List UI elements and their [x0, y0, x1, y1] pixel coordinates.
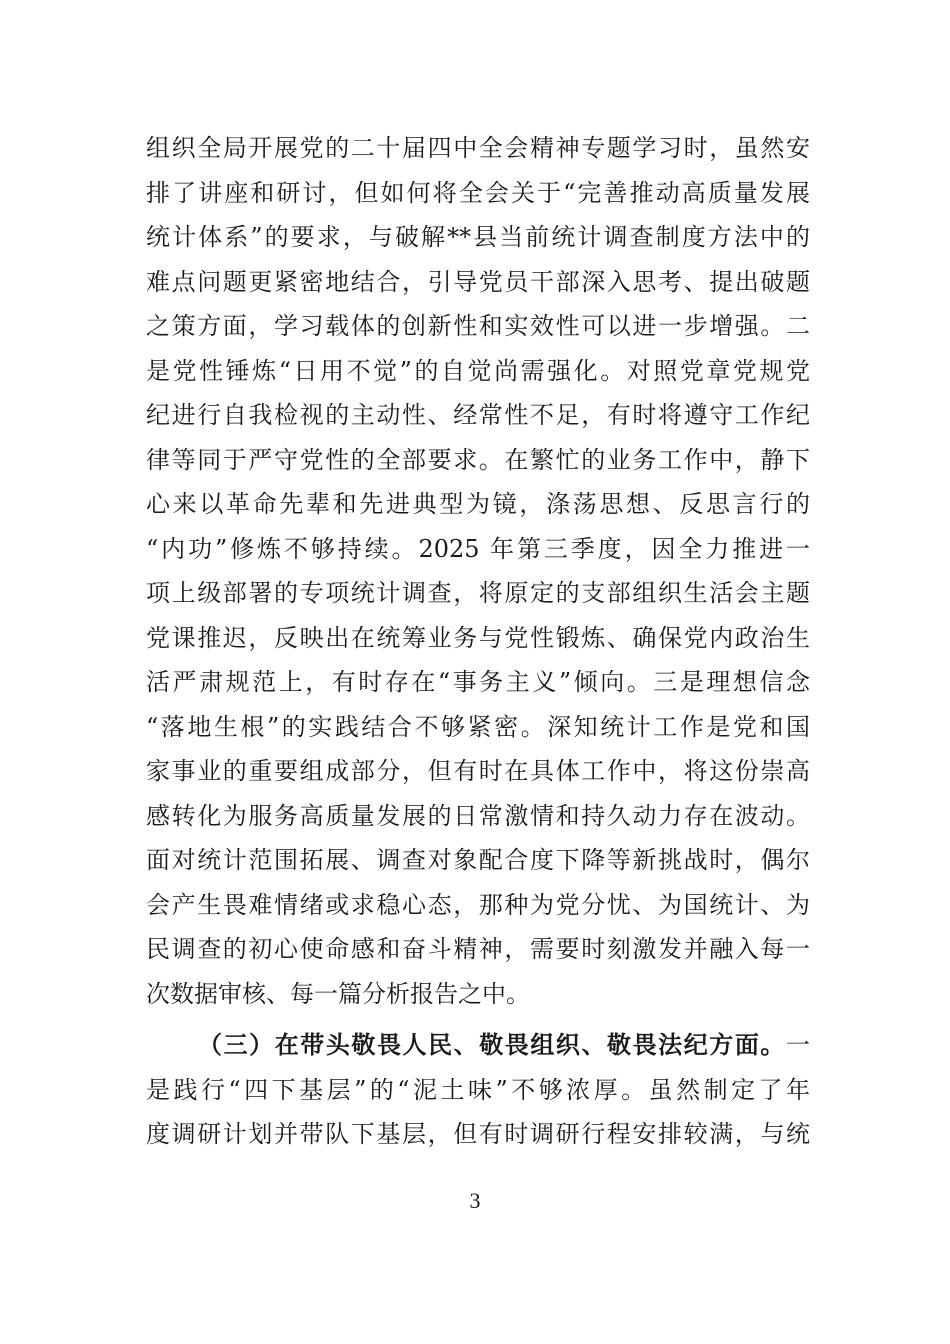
text-line: 项上级部署的专项统计调查，将原定的支部组织生活会主题: [146, 579, 810, 607]
text-line: 组织全局开展党的二十届四中全会精神专题学习时，虽然安: [146, 134, 810, 162]
paragraph-reverence: [146, 1023, 810, 1157]
text-line: 是践行“四下基层”的“泥土味”不够浓厚。虽然制定了年: [146, 1075, 810, 1104]
text-line: 统计体系”的要求，与破解**县当前统计调查制度方法中的: [146, 223, 810, 251]
text-line: “内功”修炼不够持续。2025 年第三季度，因全力推进一: [146, 534, 810, 563]
text-line: 感转化为服务高质量发展的日常激情和持久动力存在波动。: [146, 801, 810, 830]
text-line: 会产生畏难情绪或求稳心态，那种为党分忧、为国统计、为: [146, 890, 810, 919]
text-line: 是党性锤炼“日用不觉”的自觉尚需强化。对照党章党规党: [146, 356, 810, 385]
text-line: 活严肃规范上，有时存在“事务主义”倾向。三是理想信念: [146, 668, 810, 696]
text-line: 排了讲座和研讨，但如何将全会关于“完善推动高质量发展: [146, 178, 810, 207]
document-body: [146, 126, 810, 1157]
paragraph-party-spirit: [146, 126, 810, 1016]
text-line: 面对统计范围拓展、调查对象配合度下降等新挑战时，偶尔: [146, 846, 810, 874]
page-number: 3: [469, 1188, 481, 1213]
text-line: 民调查的初心使命感和奋斗精神，需要时刻激发并融入每一: [146, 935, 810, 963]
text-line: 家事业的重要组成部分，但有时在具体工作中，将这份崇高: [146, 757, 810, 785]
section-heading: （三）在带头敬畏人民、敬畏组织、敬畏法纪方面。: [198, 1030, 786, 1059]
text-line: 心来以革命先辈和先进典型为镜，涤荡思想、反思言行的: [146, 490, 810, 518]
paragraph-spacer: [146, 1016, 810, 1023]
text-line: 之策方面，学习载体的创新性和实效性可以进一步增强。二: [146, 312, 810, 340]
text-line: 律等同于严守党性的全部要求。在繁忙的业务工作中，静下: [146, 445, 810, 474]
text-line: 度调研计划并带队下基层，但有时调研行程安排较满，与统: [146, 1120, 810, 1148]
text-line: 纪进行自我检视的主动性、经常性不足，有时将遵守工作纪: [146, 401, 810, 429]
text-fragment: 一: [786, 1031, 810, 1059]
section-heading-line: [146, 1023, 810, 1068]
text-line: “落地生根”的实践结合不够紧密。深知统计工作是党和国: [146, 712, 810, 741]
text-line: 党课推迟，反映出在统筹业务与党性锻炼、确保党内政治生: [146, 623, 810, 652]
text-line: 难点问题更紧密地结合，引导党员干部深入思考、提出破题: [146, 267, 810, 296]
text-line: 次数据审核、每一篇分析报告之中。: [146, 979, 530, 1008]
